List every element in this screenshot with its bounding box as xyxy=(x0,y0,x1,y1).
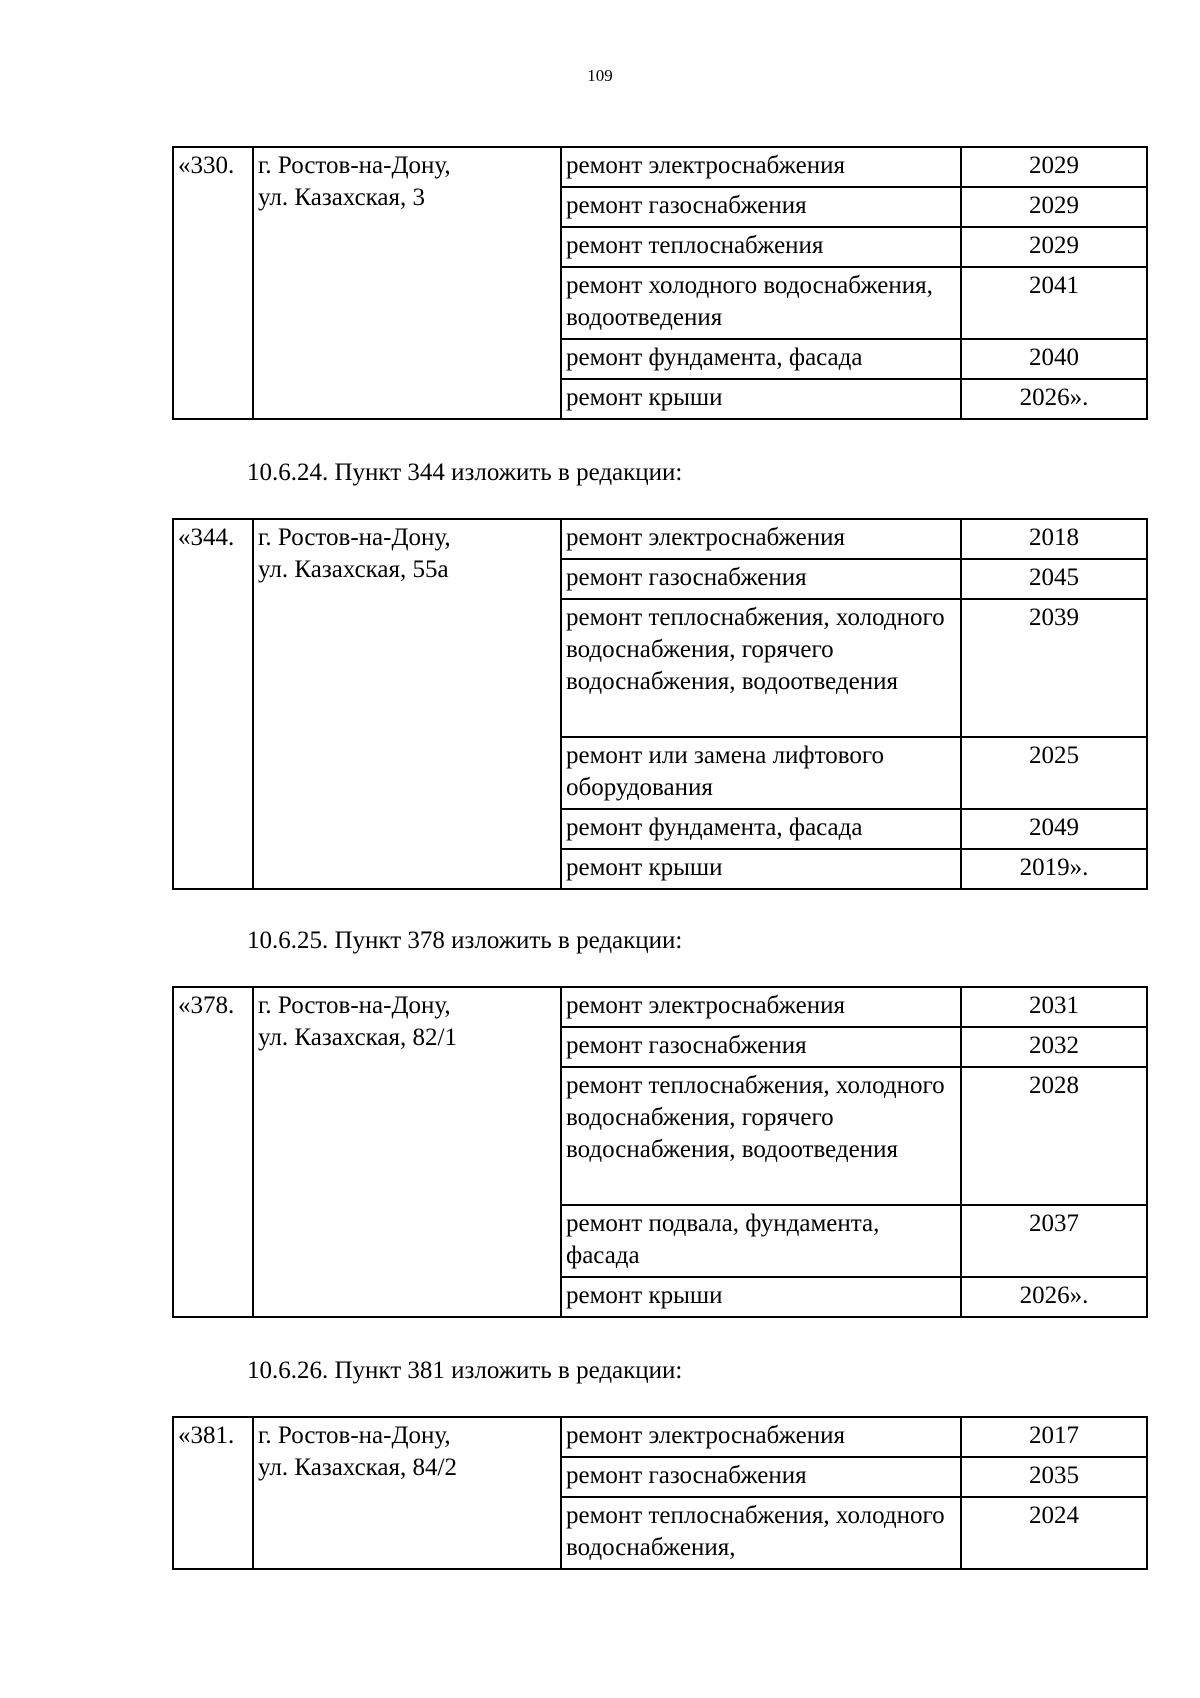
item-number: «344. xyxy=(173,519,253,889)
item-number: «378. xyxy=(173,987,253,1317)
address-city: г. Ростов-на-Дону, xyxy=(258,152,451,179)
item-address xyxy=(253,519,561,889)
work-year: 2031 xyxy=(961,987,1147,1027)
address-city: г. Ростов-на-Дону, xyxy=(258,992,451,1019)
item-address xyxy=(253,987,561,1317)
section-heading-378: 10.6.25. Пункт 378 изложить в редакции: xyxy=(247,927,683,954)
work-name: ремонт газоснабжения xyxy=(561,187,961,227)
work-name: ремонт или замена лифтового оборудования xyxy=(561,737,961,809)
work-year: 2029 xyxy=(961,147,1147,187)
work-name: ремонт электроснабжения xyxy=(561,987,961,1027)
work-name: ремонт подвала, фундамента, фасада xyxy=(561,1205,961,1277)
address-street: ул. Казахская, 3 xyxy=(258,184,426,211)
work-name: ремонт фундамента, фасада xyxy=(561,339,961,379)
work-year: 2045 xyxy=(961,559,1147,599)
item-table-344 xyxy=(172,518,1148,890)
item-number: «381. xyxy=(173,1417,253,1569)
work-year: 2025 xyxy=(961,737,1147,809)
work-name: ремонт электроснабжения xyxy=(561,147,961,187)
work-year: 2018 xyxy=(961,519,1147,559)
work-name: ремонт крыши xyxy=(561,1277,961,1317)
item-table-330 xyxy=(172,146,1148,420)
work-name: ремонт фундамента, фасада xyxy=(561,809,961,849)
work-name: ремонт теплоснабжения, холодного водоснабжения, xyxy=(561,1497,961,1569)
work-year: 2029 xyxy=(961,227,1147,267)
item-address xyxy=(253,1417,561,1569)
work-year: 2032 xyxy=(961,1027,1147,1067)
address-city: г. Ростов-на-Дону, xyxy=(258,524,451,551)
work-name: ремонт теплоснабжения xyxy=(561,227,961,267)
work-name: ремонт газоснабжения xyxy=(561,1457,961,1497)
page-number: 109 xyxy=(587,66,613,85)
section-heading-381: 10.6.26. Пункт 381 изложить в редакции: xyxy=(247,1357,683,1384)
work-year: 2039 xyxy=(961,599,1147,737)
work-year: 2040 xyxy=(961,339,1147,379)
work-name: ремонт газоснабжения xyxy=(561,1027,961,1067)
address-city: г. Ростов-на-Дону, xyxy=(258,1422,451,1449)
work-name: ремонт холодного водоснабжения, водоотведения xyxy=(561,267,961,339)
work-name: ремонт теплоснабжения, холодного водоснабжения, горячего водоснабжения, водоотведения xyxy=(561,599,961,737)
work-year: 2037 xyxy=(961,1205,1147,1277)
work-name: ремонт крыши xyxy=(561,379,961,419)
work-name: ремонт электроснабжения xyxy=(561,1417,961,1457)
item-number: «330. xyxy=(173,147,253,419)
address-street: ул. Казахская, 84/2 xyxy=(258,1454,457,1481)
work-year: 2017 xyxy=(961,1417,1147,1457)
work-name: ремонт крыши xyxy=(561,849,961,889)
work-name: ремонт теплоснабжения, холодного водоснабжения, горячего водоснабжения, водоотведения xyxy=(561,1067,961,1205)
work-year: 2035 xyxy=(961,1457,1147,1497)
work-year: 2029 xyxy=(961,187,1147,227)
work-year: 2049 xyxy=(961,809,1147,849)
item-table-381 xyxy=(172,1416,1148,1570)
section-heading-344: 10.6.24. Пункт 344 изложить в редакции: xyxy=(247,459,683,486)
work-year: 2028 xyxy=(961,1067,1147,1205)
work-year: 2026». xyxy=(961,379,1147,419)
work-name: ремонт газоснабжения xyxy=(561,559,961,599)
work-year: 2024 xyxy=(961,1497,1147,1569)
item-address xyxy=(253,147,561,419)
work-year: 2041 xyxy=(961,267,1147,339)
work-year: 2019». xyxy=(961,849,1147,889)
item-table-378 xyxy=(172,986,1148,1318)
address-street: ул. Казахская, 82/1 xyxy=(258,1024,457,1051)
work-name: ремонт электроснабжения xyxy=(561,519,961,559)
work-year: 2026». xyxy=(961,1277,1147,1317)
address-street: ул. Казахская, 55а xyxy=(258,556,449,583)
